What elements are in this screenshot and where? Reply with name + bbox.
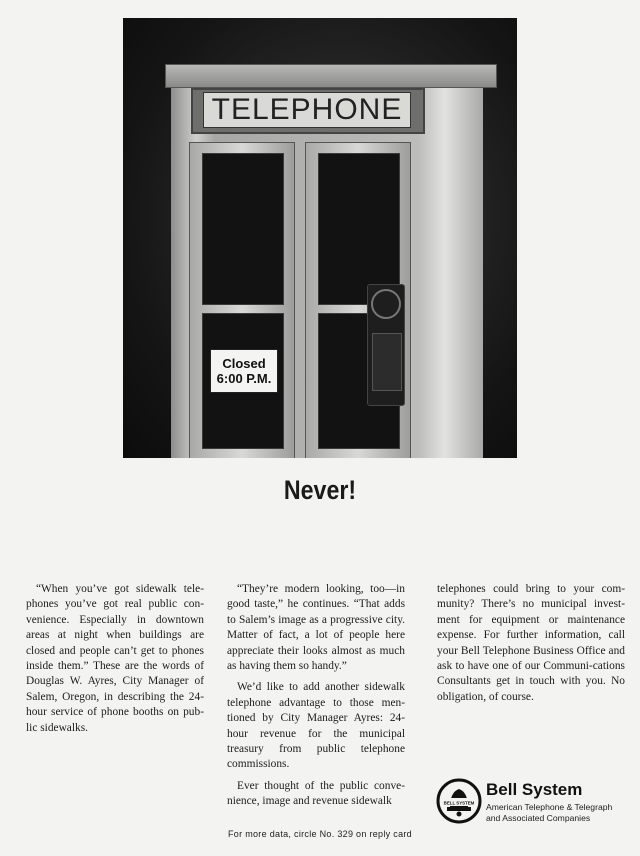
logo-name: Bell System [486, 780, 583, 799]
bell-icon [436, 778, 482, 824]
paragraph: “When you’ve got sidewalk tele-phones you’ve got real public con-venience. Especially in downtown areas at night when buildings are closed and people can’t get to phones inside them.” These are the words of Douglas W. Ayres, City Manager of Salem, Oregon, in describing the 24-hour service of phone booths on pub-lic sidewalks. [26, 583, 204, 734]
paragraph: telephones could bring to your com-munity? There’s no municipal invest-ment for equipment or maintenance expense. For further information, call your Bell Telephone Business Office and ask to have one of our Communi-cations Consultants get in touch with you. No obligation, of course. [437, 583, 625, 703]
booth-sign: TELEPHONE [203, 92, 411, 128]
headline: Never! [283, 475, 357, 505]
body-column-3 [437, 582, 625, 711]
closed-sign-line2: 6:00 P.M. [216, 371, 272, 386]
body-column-1 [26, 582, 204, 742]
closed-sign [210, 349, 278, 393]
reply-card-note: For more data, circle No. 329 on reply card [228, 829, 412, 839]
logo-subtitle-1: American Telephone & Telegraph [486, 802, 613, 812]
paragraph: Ever thought of the public conve-nience, image and revenue sidewalk [227, 779, 405, 808]
closed-sign-line1: Closed [222, 356, 266, 371]
paragraph: We’d like to add another sidewalk telephone advantage to those men-tioned by City Manager Ayres: 24-hour revenue for the municipal treasury from public telephone commissions. [227, 681, 405, 771]
booth-door-left [189, 142, 295, 458]
phone-booth-photo [123, 18, 517, 458]
payphone [367, 284, 405, 406]
body-column-2 [227, 582, 405, 816]
paragraph: “They’re modern looking, too—in good taste,” he continues. “That adds to Salem’s image as a progressive city. Matter of fact, a lot of people here appreciate their looks almost as much as having them so handy.” [227, 583, 405, 673]
bell-system-logo-block [436, 778, 636, 826]
logo-subtitle-2: and Associated Companies [486, 813, 591, 823]
bell-logo-text: BELL SYSTEM [443, 800, 475, 806]
